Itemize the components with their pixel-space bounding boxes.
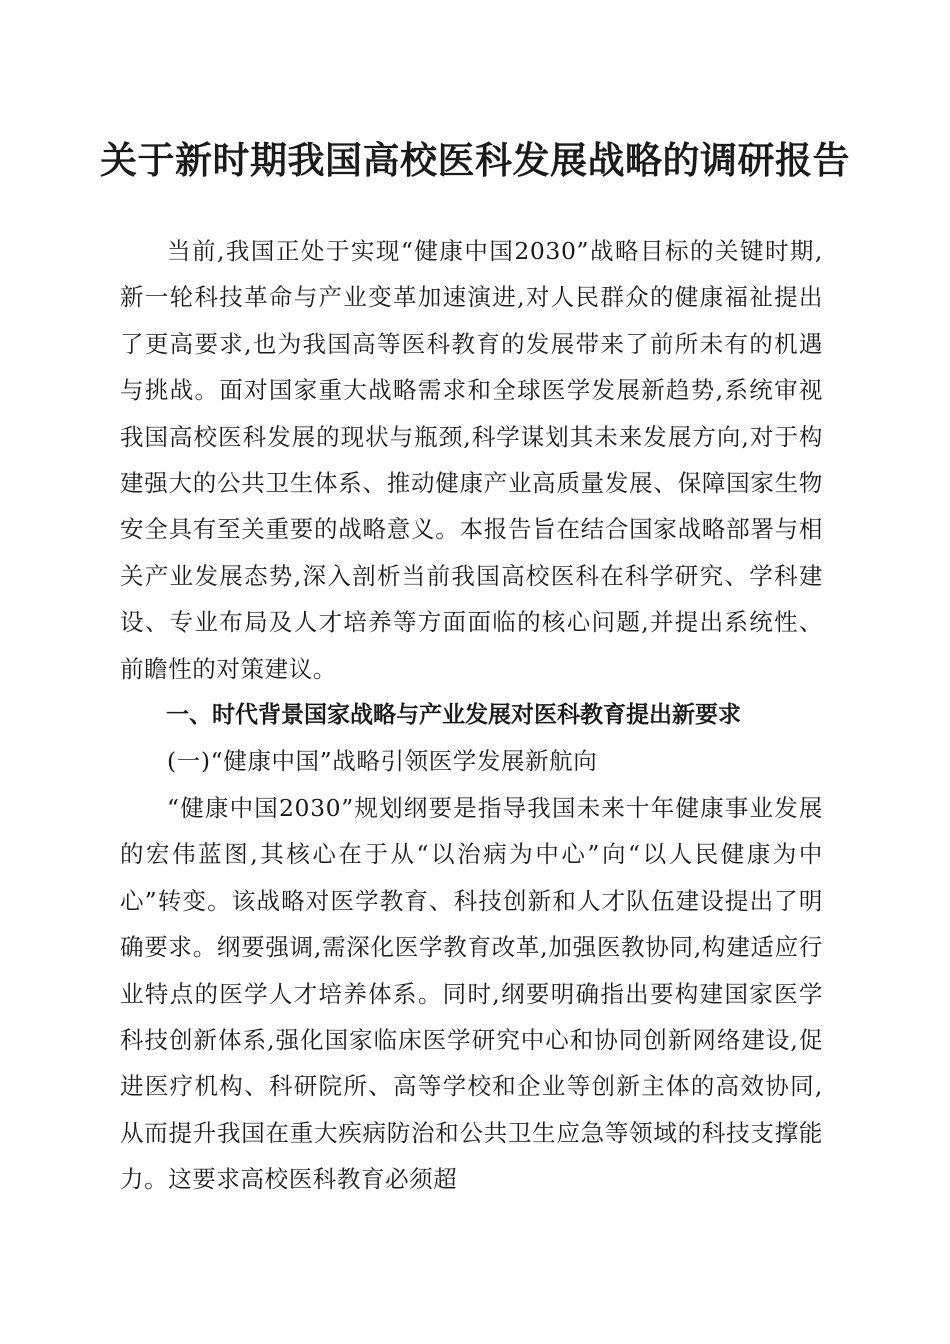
- intro-paragraph: 当前,我国正处于实现“健康中国2030”战略目标的关键时期,新一轮科技革命与产业变革加速演进,对人民群众的健康福祉提出了更高要求,也为我国高等医科教育的发展带来了前所未有的机遇与挑战。面对国家重大战略需求和全球医学发展新趋势,系统审视我国高校医科发展的现状与瓶颈,科学谋划其未来发展方向,对于构建强大的公共卫生体系、推动健康产业高质量发展、保障国家生物安全具有至关重要的战略意义。本报告旨在结合国家战略部署与相关产业发展态势,深入剖析当前我国高校医科在科学研究、学科建设、专业布局及人才培养等方面面临的核心问题,并提出系统性、前瞻性的对策建议。: [120, 237, 823, 683]
- subsection-paragraph: “健康中国2030”规划纲要是指导我国未来十年健康事业发展的宏伟蓝图,其核心在于从“以治病为中心”向“以人民健康为中心”转变。该战略对医学教育、科技创新和人才队伍建设提出了明确要求。纲要强调,需深化医学教育改革,加强医教协同,构建适应行业特点的医学人才培养体系。同时,纲要明确指出要构建国家医学科技创新体系,强化国家临床医学研究中心和协同创新网络建设,促进医疗机构、科研院所、高等学校和企业等创新主体的高效协同,从而提升我国在重大疾病防治和公共卫生应急等领域的科技支撑能力。这要求高校医科教育必须超: [120, 793, 823, 1194]
- document-body: [120, 228, 823, 1203]
- section-heading: 一、时代背景国家战略与产业发展对医科教育提出新要求: [166, 702, 741, 729]
- subsection-heading: (一)“健康中国”战略引领医学发展新航向: [167, 747, 598, 776]
- document-title: 关于新时期我国高校医科发展战略的调研报告: [100, 138, 850, 182]
